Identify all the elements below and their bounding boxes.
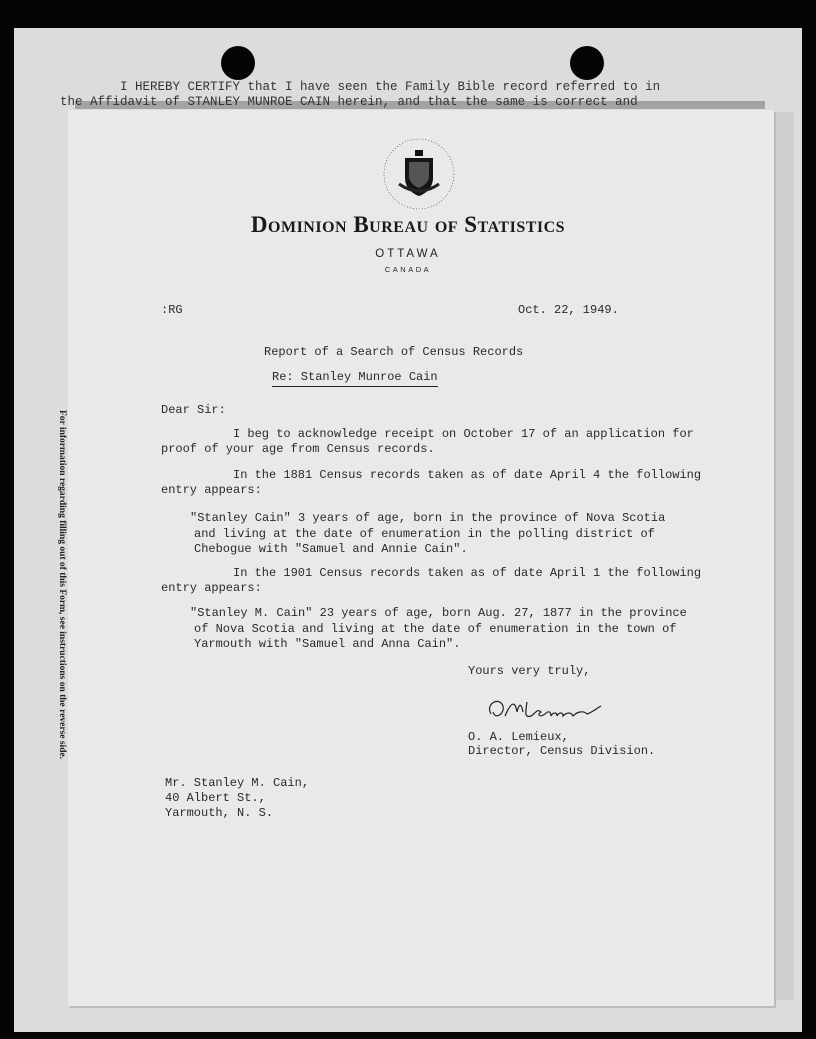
census-1881-entry: "Stanley Cain" 3 years of age, born in the province of Nova Scotia and living at the date of enumeration in the polling district of Chebogue with "Samuel and Annie Cain".: [190, 511, 666, 556]
letter-page: [68, 110, 774, 1006]
paragraph-1: I beg to acknowledge receipt on October 17 of an application for proof of your age from Census records.: [161, 427, 694, 456]
signer-title: Director, Census Division.: [468, 744, 656, 758]
salutation: Dear Sir:: [161, 403, 226, 417]
coat-of-arms-seal: [381, 136, 457, 212]
reference-code: :RG: [161, 303, 183, 317]
paper-edge: [772, 112, 794, 1000]
side-note: For information regarding filling out of this Form, see instructions on the reverse side.: [57, 410, 67, 760]
letterhead-city: OTTAWA: [375, 248, 441, 260]
letterhead-country: CANADA: [384, 265, 432, 274]
letter-date: Oct. 22, 1949.: [518, 303, 619, 317]
recipient-address: Mr. Stanley M. Cain, 40 Albert St., Yarmouth, N. S.: [165, 776, 310, 820]
re-line: Re: Stanley Munroe Cain: [272, 370, 438, 387]
letterhead-title: Dominion Bureau of Statistics: [250, 212, 566, 237]
signer-name: O. A. Lemieux,: [468, 730, 569, 744]
punch-hole: [221, 46, 255, 80]
certify-line-2: the Affidavit of STANLEY MUNROE CAIN herein, and that the same is correct and: [60, 95, 638, 109]
census-1901-entry: "Stanley M. Cain" 23 years of age, born Aug. 27, 1877 in the province of Nova Scotia and living at the date of enumeration in the town of Yarmouth with "Samuel and Anna Cain".: [190, 606, 687, 651]
closing: Yours very truly,: [468, 664, 591, 678]
paragraph-3: In the 1901 Census records taken as of date April 1 the following entry appears:: [161, 566, 702, 595]
certify-line-1: I HEREBY CERTIFY that I have seen the Family Bible record referred to in: [120, 80, 661, 94]
certification-text: [60, 80, 660, 110]
punch-hole: [570, 46, 604, 80]
paragraph-2: In the 1881 Census records taken as of date April 4 the following entry appears:: [161, 468, 702, 497]
signature: [481, 692, 631, 726]
letter-subject: Report of a Search of Census Records: [264, 345, 524, 359]
